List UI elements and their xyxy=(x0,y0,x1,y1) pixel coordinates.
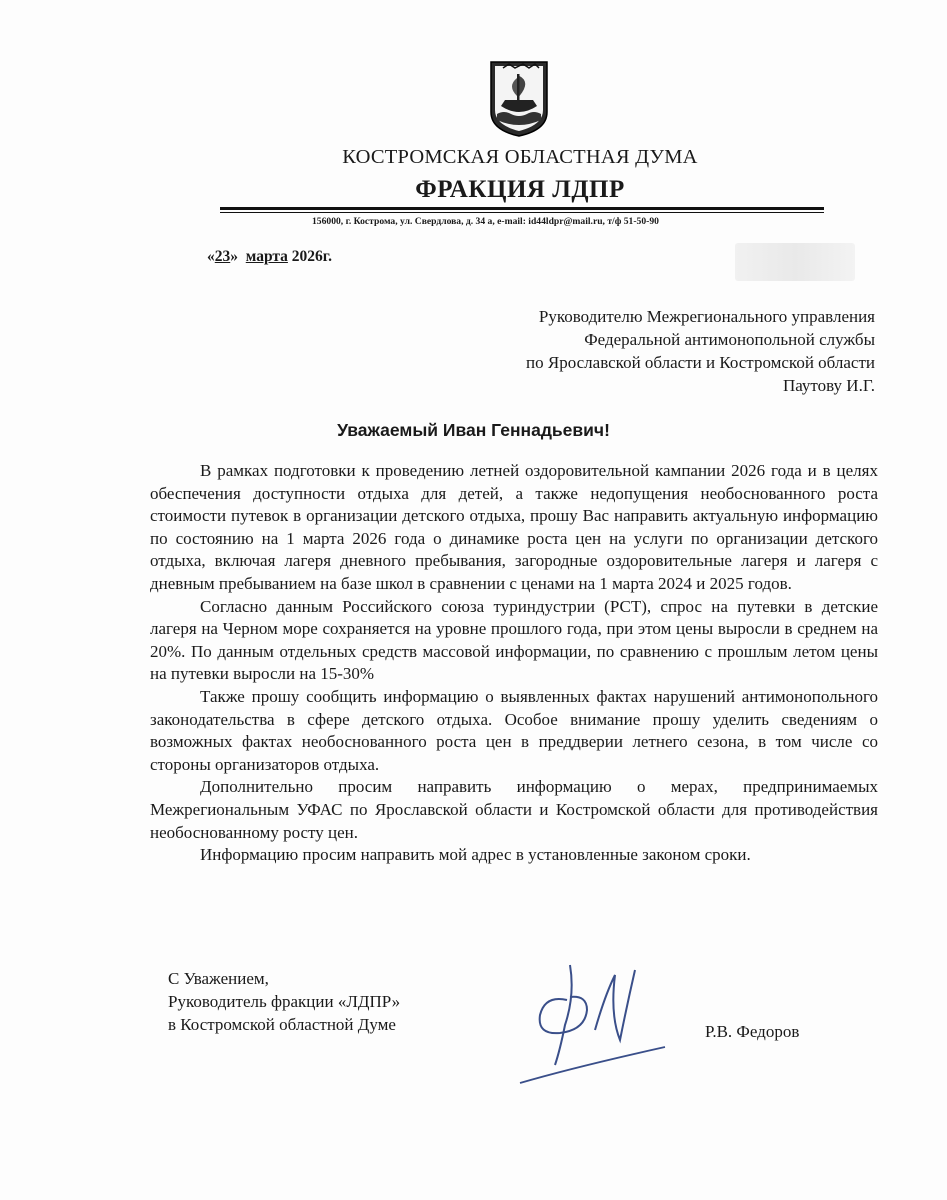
recipient-line: Федеральной антимонопольной службы xyxy=(584,330,875,349)
coat-of-arms-icon xyxy=(489,60,549,138)
date-year: 2026г. xyxy=(291,248,332,265)
letter-date xyxy=(207,248,332,266)
organization-name: КОСТРОМСКАЯ ОБЛАСТНАЯ ДУМА xyxy=(342,146,698,168)
contact-address: 156000, г. Кострома, ул. Свердлова, д. 34 а, e-mail: id44ldpr@mail.ru, т/ф 51-50-90 xyxy=(312,216,659,227)
recipient-line: по Ярославской области и Костромской области xyxy=(526,353,875,372)
recipient-line: Руководителю Межрегионального управления xyxy=(538,307,875,326)
closing-line: в Костромской областной Думе xyxy=(168,1015,396,1034)
date-day: 23 xyxy=(214,248,231,265)
salutation: Уважаемый Иван Геннадьевич! xyxy=(337,420,610,440)
closing-line: С Уважением, xyxy=(168,969,269,988)
body-paragraph: Информацию просим направить мой адрес в установленные законом сроки. xyxy=(200,845,751,865)
recipient-line: Паутову И.Г. xyxy=(782,376,875,395)
body-paragraph: Также прошу сообщить информацию о выявленных фактах нарушений антимонопольного законодательства в сфере детского отдыха. Особое внимание прошу уделить сведениям о возможных фактах необоснованного роста цен в преддверии летнего сезона, в том числе со стороны организаторов отдыха. xyxy=(150,686,878,774)
header-rule-thick xyxy=(220,207,824,210)
recipient-block xyxy=(420,305,875,397)
faction-name: ФРАКЦИЯ ЛДПР xyxy=(415,176,625,203)
letter-body xyxy=(150,460,878,867)
closing-line: Руководитель фракции «ЛДПР» xyxy=(168,992,401,1011)
date-close-quote: » xyxy=(230,248,238,265)
body-paragraph: Дополнительно просим направить информацию о мерах, предпринимаемых Межрегиональным УФАС по Ярославской области и Костромской области для противодействия необоснованному росту цен. xyxy=(150,777,878,842)
date-open-quote: « xyxy=(207,248,215,265)
closing-block xyxy=(168,967,400,1036)
body-paragraph: В рамках подготовки к проведению летней оздоровительной кампании 2026 года и в целях обеспечения доступности отдыха для детей, а также недопущения необоснованного роста стоимости путевок в организации детского отдыха, прошу Вас направить актуальную информацию по состоянию на 1 марта 2026 года о динамике роста цен на услуги по организации детского отдыха, включая лагеря дневного пребывания, загородные оздоровительные лагеря и лагеря с дневным пребыванием на базе школ в сравнении с ценами на 1 марта 2024 и 2025 годов. xyxy=(150,461,878,593)
body-paragraph: Согласно данным Российского союза туриндустрии (РСТ), спрос на путевки в детские лагеря на Черном море сохраняется на уровне прошлого года, при этом цены выросли в среднем на 20%. По данным отдельных средств массовой информации, по сравнению с прошлым летом цены на путевки выросли на 15-30% xyxy=(150,596,878,684)
header-rule-thin xyxy=(220,212,824,213)
redacted-registration-number xyxy=(735,243,855,281)
handwritten-signature-icon xyxy=(515,955,685,1090)
date-month: марта xyxy=(245,248,288,265)
signatory-name: Р.В. Федоров xyxy=(705,1022,800,1041)
